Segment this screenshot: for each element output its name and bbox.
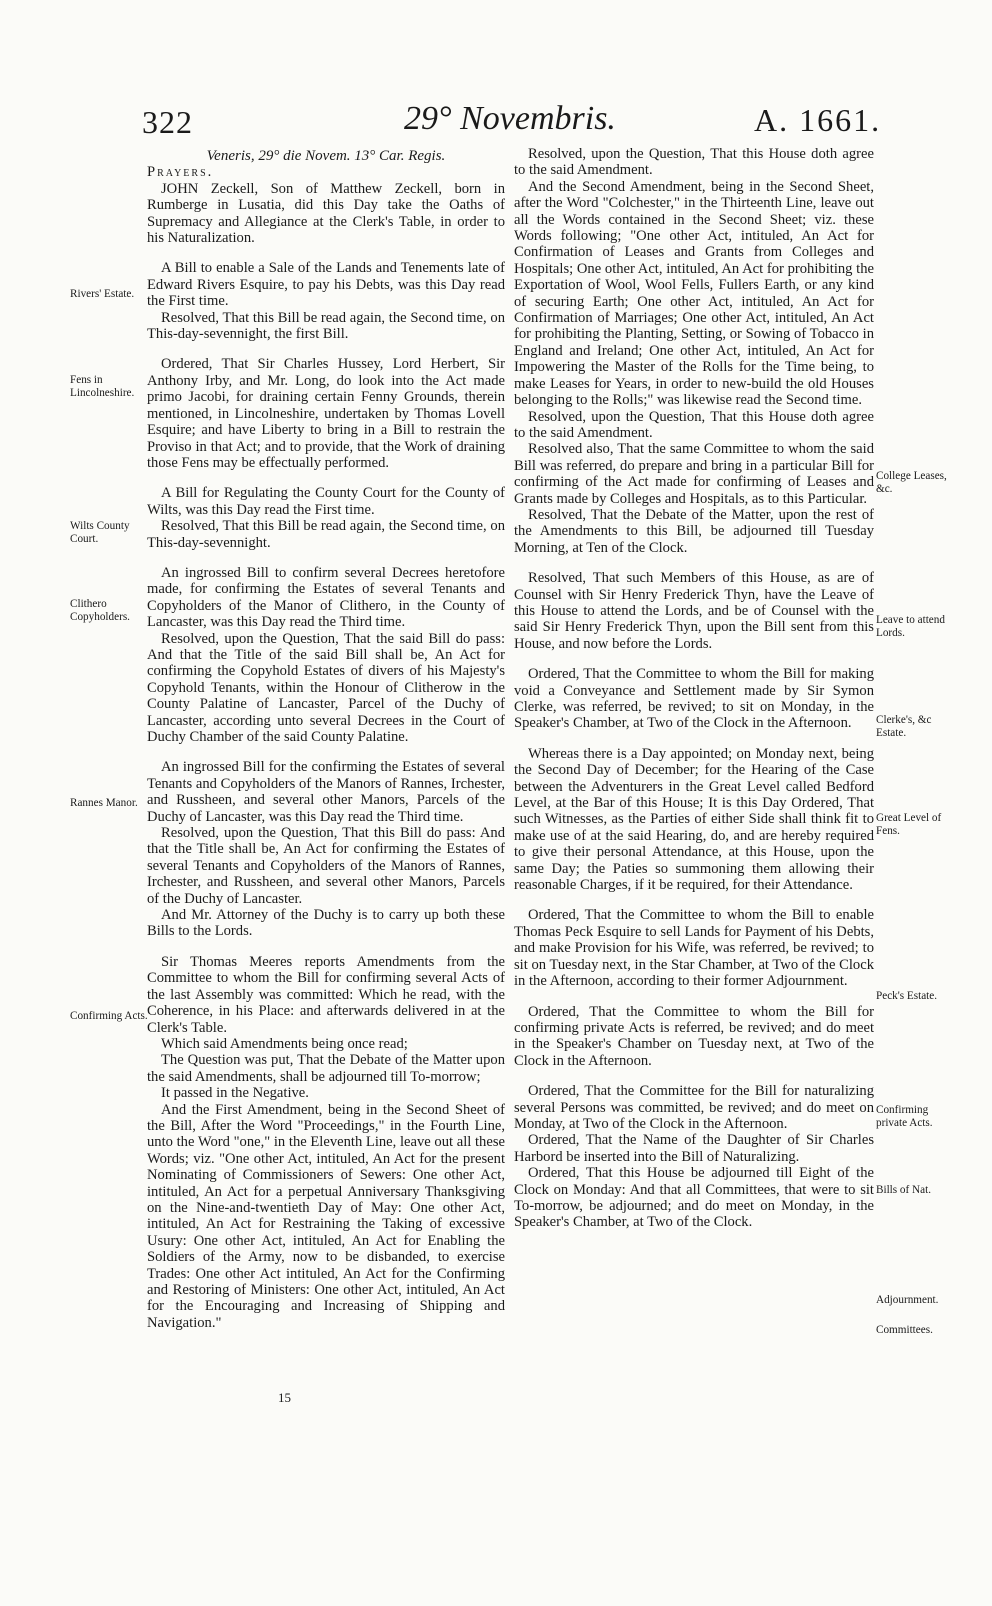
paragraph-clithero-resolved: Resolved, upon the Question, That the said Bill do pass: And that the Title of the said Bill shall be, An Act for confirming the Copyhold Estates of divers of his Majesty's Copyhold Tenants, within the Honour of Clitherow in the County Palatine of Lancaster, Parcel of the Duchy of Lancaster, according unto several Decrees in the Court of Duchy Chamber of the said County Palatine. xyxy=(147,630,505,745)
header-date: 29° Novembris. xyxy=(404,100,616,137)
page-number: 322 xyxy=(142,104,193,140)
margin-note-rivers: Rivers' Estate. xyxy=(70,288,135,300)
paragraph-adjournment: Ordered, That this House be adjourned till Eight of the Clock on Monday: And that all Committees, that were to sit To-morrow, be adjourned; and do meet on Monday, in the Speaker's Chamber, at Two of the Clock. xyxy=(514,1165,874,1231)
paragraph-resolved-agree-2: Resolved, upon the Question, That this House doth agree to the said Amendment. xyxy=(514,408,874,441)
paragraph-rivers-bill: A Bill to enable a Sale of the Lands and Tenements late of Edward Rivers Esquire, to pay his Debts, was this Day read the First time. xyxy=(147,260,505,310)
header-year: A. 1661. xyxy=(754,102,882,138)
margin-note-leave: Leave to attend Lords. xyxy=(876,614,945,639)
paragraph-second-amendment: And the Second Amendment, being in the Second Sheet, after the Word "Colchester," in the Thirteenth Line, leave out all the Words contained in the Second Sheet; viz. these Words following; "One other Act, intituled, An Act for Confirmation of Leases and Grants from Colleges and Hospitals; One other Act, intituled, An Act for prohibiting the Exportation of Wool, Wool Fells, Fullers Earth, or any kind of securing Earth; One other Act, intituled, An Act for Confirmation of Marriages; One other Act, intituled, An Act for prohibiting the Planting, Setting, or Sowing of Tobacco in England and Ireland; One other Act, intituled, An Act for Impowering the Master of the Rolls for the Time being, to make Leases for Years, in order to new-build the old Houses belonging to the Rolls;" was likewise read the Second time. xyxy=(514,178,874,409)
page-header xyxy=(0,100,992,150)
margin-note-private: Confirming private Acts. xyxy=(876,1104,933,1129)
paragraph-meeres-report: Sir Thomas Meeres reports Amendments from the Committee to whom the Bill for confirming several Acts of the last Assembly was committed: Which he read, with the Coherence, in his Place: and afterwards delivered in at the Clerk's Table. xyxy=(147,953,505,1036)
margin-note-wilts: Wilts County Court. xyxy=(70,520,130,545)
margin-note-nat: Bills of Nat. xyxy=(876,1184,932,1196)
margin-note-college: College Leases, &c. xyxy=(876,470,947,495)
paragraph-rannes-bill: An ingrossed Bill for the confirming the Estates of several Tenants and Copyholders of the Manors of Rannes, Irchester, and Russheen, and several other Manors, Parcels of the Duchy of Lancaster, was this Day read the Third time. xyxy=(147,759,505,825)
paragraph-first-amendment: And the First Amendment, being in the Second Sheet of the Bill, After the Word "Proceedings," in the Fourth Line, unto the Word "one," in the Eleventh Line, leave out all these Words; viz. "One other Act, intituled, An Act for the present Nominating of Commissioners of Sewers: One other Act, intituled, An Act for a perpetual Anniversary Thanksgiving on the Nine-and-twentieth Day of May: One other Act, intituled, An Act for Restraining the Taking of excessive Usury: One other Act, intituled, An Act for Enabling the Soldiers of the Army, now to be disbanded, to exercise Trades: One other Act intituled, An Act for the Confirming and Restoring of Ministers: One other Act, intituled, An Act for the Encouraging and Increasing of Shipping and Navigation." xyxy=(147,1101,505,1331)
margin-note-clithero: Clithero Copyholders. xyxy=(70,598,130,623)
dateline: Veneris, 29° die Novem. 13° Car. Regis. xyxy=(206,148,446,164)
paragraph-fens-ordered: Ordered, That Sir Charles Hussey, Lord Herbert, Sir Anthony Irby, and Mr. Long, do look into the Act made primo Jacobi, for draining certain Fenny Grounds, therein mentioned, in Lincolneshire, undertaken by Thomas Lovell Esquire; and have Liberty to bring in a Bill to restrain the Proviso in that Act; and to provide, that the Work of draining those Fens may be effectually performed. xyxy=(147,356,505,471)
paragraph-wilts-resolved: Resolved, That this Bill be read again, the Second time, on This-day-sevennight. xyxy=(147,518,505,551)
margin-note-clerke: Clerke's, &c Estate. xyxy=(876,714,932,739)
paragraph-amendments-read: Which said Amendments being once read; xyxy=(161,1035,408,1052)
left-column xyxy=(147,148,505,1331)
paragraph-rivers-resolved: Resolved, That this Bill be read again, the Second time, on This-day-sevennight, the first Bill. xyxy=(147,309,505,343)
right-column xyxy=(514,146,874,1231)
paragraph-attorney: And Mr. Attorney of the Duchy is to carry up both these Bills to the Lords. xyxy=(147,907,505,940)
margin-note-rannes: Rannes Manor. xyxy=(70,797,138,809)
paragraph-private-acts: Ordered, That the Committee to whom the Bill for confirming private Acts is referred, be revived; and do meet in the Speaker's Chamber on Tuesday next, at Two of the Clock in the Afternoon. xyxy=(514,1003,874,1069)
paragraph-harbord: Ordered, That the Name of the Daughter of Sir Charles Harbord be inserted into the Bill of Naturalizing. xyxy=(514,1132,874,1165)
margin-note-fens: Fens in Lincolneshire. xyxy=(70,374,135,399)
paragraph-thyn-counsel: Resolved, That such Members of this House, as are of Counsel with Sir Henry Frederick Thyn, have the Leave of this House to attend the Lords, and be of Counsel with the said Sir Henry Frederick Thyn, upon the Bill sent from this House, and now before the Lords. xyxy=(514,570,874,652)
paragraph-peck-estate: Ordered, That the Committee to whom the Bill to enable Thomas Peck Esquire to sell Lands for Payment of his Debts, and make Provision for his Wife, was referred, be revived; to sit on Tuesday next, in the Star Chamber, at Two of the Clock in the Afternoon, according to their former Adjournment. xyxy=(514,907,874,990)
margin-note-committees: Committees. xyxy=(876,1324,933,1336)
margin-note-level: Great Level of Fens. xyxy=(876,812,942,837)
paragraph-debate-adjourned: Resolved, That the Debate of the Matter, upon the rest of the Amendments to this Bill, be adjourned till Tuesday Morning, at Ten of the Clock. xyxy=(514,506,874,556)
margin-note-confirming: Confirming Acts. xyxy=(70,1010,148,1022)
paragraph-clerke-estate: Ordered, That the Committee to whom the Bill for making void a Conveyance and Settlement made by Sir Symon Clerke, was referred, be revived; to sit on Monday, in the Speaker's Chamber, at Two of the Clock in the Afternoon. xyxy=(514,666,874,732)
margin-note-adjourn: Adjournment. xyxy=(876,1294,939,1306)
paragraph-naturalizing: Ordered, That the Committee for the Bill for naturalizing several Persons was committed, be revived; and do meet on Monday, at Two of the Clock in the Afternoon. xyxy=(514,1083,874,1132)
margin-note-peck: Peck's Estate. xyxy=(876,990,938,1002)
prayers-heading: Prayers. xyxy=(147,164,214,181)
paragraph-wilts-bill: A Bill for Regulating the County Court for the County of Wilts, was this Day read the First time. xyxy=(147,485,505,518)
paragraph-great-level: Whereas there is a Day appointed; on Monday next, being the Second Day of December; for the Hearing of the Case between the Adventurers in the Great Level called Bedford Level, at the Bar of this House; It is this Day Ordered, That such Witnesses, as the Parties of either Side shall think fit to make use of at the said Hearing, do, and are hereby required to give their personal Attendance, at this House, upon the same Day; the Paties so summoning them allowing their reasonable Charges, if it be required, for their Attendance. xyxy=(514,745,874,894)
paragraph-resolved-agree-1: Resolved, upon the Question, That this House doth agree to the said Amendment. xyxy=(514,146,874,179)
paragraph-zeckell: JOHN Zeckell, Son of Matthew Zeckell, born in Rumberge in Lusatia, did this Day take the Oaths of Supremacy and Allegiance at the Clerk's Table, in order to his Naturalization. xyxy=(147,180,505,247)
signature-mark: 15 xyxy=(278,1390,291,1405)
paragraph-college-leases: Resolved also, That the same Committee to whom the said Bill was referred, do prepare and bring in a particular Bill for confirming of the Act made for confirming of Leases and Grants made by Colleges and Hospitals, as to this Particular. xyxy=(514,441,874,507)
paragraph-clithero-bill: An ingrossed Bill to confirm several Decrees heretofore made, for confirming the Estates of several Tenants and Copyholders of the Manor of Clithero, in the County of Lancaster, was this Day read the Third time. xyxy=(147,564,505,631)
paragraph-negative: It passed in the Negative. xyxy=(161,1085,309,1102)
paragraph-question-put: The Question was put, That the Debate of the Matter upon the said Amendments, shall be adjourned till To-morrow; xyxy=(147,1052,505,1085)
paragraph-rannes-resolved: Resolved, upon the Question, That this Bill do pass: And that the Title shall be, An Act for confirming the Estates of several Tenants and Copyholders of the Manors of Rannes, Irchester, and Russheen, and several other Manors, Parcels of the Duchy of Lancaster. xyxy=(147,825,505,907)
